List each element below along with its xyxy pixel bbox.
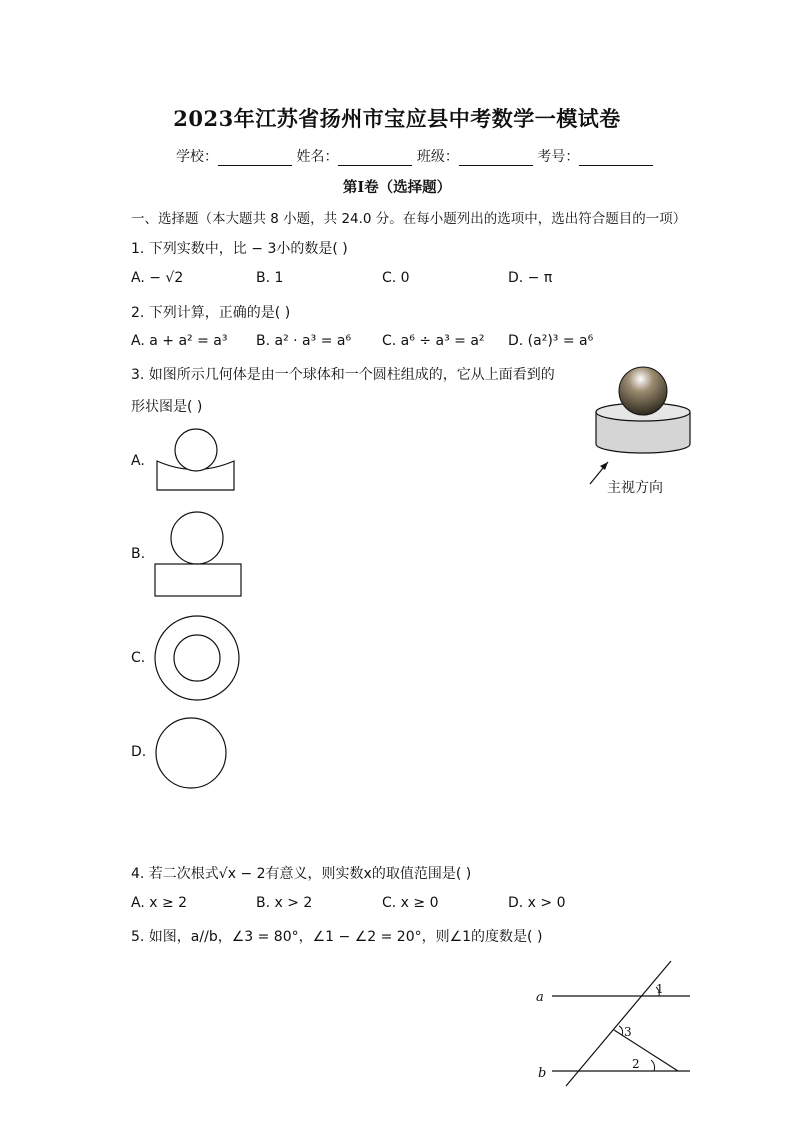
figure-caption: 主视方向: [607, 480, 663, 496]
page-title: 2023年江苏省扬州市宝应县中考数学一模试卷: [173, 106, 621, 131]
label-a: a: [536, 990, 544, 1005]
question-1-option-a[interactable]: A. − √2: [131, 270, 184, 286]
option-b-circle: [171, 512, 223, 564]
question-2-stem: 2. 下列计算，正确的是( ): [131, 305, 291, 321]
question-4-option-d[interactable]: D. x > 0: [508, 895, 566, 911]
school-blank[interactable]: [218, 151, 292, 166]
option-a-figure: [150, 426, 242, 496]
option-c-figure: [150, 612, 246, 704]
question-1-option-b[interactable]: B. 1: [256, 270, 284, 286]
question-5-parallel-lines-figure: [528, 955, 698, 1095]
question-4-option-b[interactable]: B. x > 2: [256, 895, 313, 911]
question-1-stem: 1. 下列实数中，比 − 3小的数是( ): [131, 241, 348, 257]
part-title: 第Ⅰ卷（选择题）: [342, 179, 452, 196]
question-2-option-d[interactable]: D. (a²)³ = a⁶: [508, 333, 594, 349]
question-5-stem: 5. 如图，a//b，∠3 = 80°，∠1 − ∠2 = 20°，则∠1的度数是( ): [131, 929, 543, 945]
sphere: [619, 367, 667, 415]
option-b-figure: [150, 508, 246, 600]
question-3-option-c[interactable]: C.: [131, 650, 146, 666]
option-d-figure: [150, 712, 236, 794]
angle-2-arc: [651, 1060, 655, 1071]
option-b-rect: [155, 564, 241, 596]
student-info-line: [176, 146, 653, 166]
name-blank[interactable]: [338, 151, 412, 166]
question-4-option-c[interactable]: C. x ≥ 0: [382, 895, 439, 911]
question-3-stem-line1: 3. 如图所示几何体是由一个球体和一个圆柱组成的，它从上面看到的: [131, 367, 555, 383]
option-d-circle: [156, 718, 226, 788]
question-2-option-a[interactable]: A. a + a² = a³: [131, 333, 228, 349]
option-a-circle: [175, 429, 217, 471]
view-direction-arrowhead: [600, 462, 608, 470]
name-label: 姓名：: [296, 149, 339, 165]
exam-no-blank[interactable]: [579, 151, 653, 166]
exam-no-label: 考号：: [537, 149, 580, 165]
label-2: 2: [632, 1057, 640, 1071]
question-4-option-a[interactable]: A. x ≥ 2: [131, 895, 188, 911]
question-1-option-c[interactable]: C. 0: [382, 270, 410, 286]
question-3-stem-line2: 形状图是( ): [131, 399, 203, 415]
school-label: 学校：: [176, 149, 218, 165]
question-3-option-a[interactable]: A.: [131, 453, 145, 469]
question-3-option-b[interactable]: B.: [131, 546, 146, 562]
question-2-option-b[interactable]: B. a² · a³ = a⁶: [256, 333, 352, 349]
class-blank[interactable]: [459, 151, 533, 166]
section-header: 一、选择题（本大题共 8 小题，共 24.0 分。在每小题列出的选项中，选出符合题目的一项）: [131, 211, 687, 227]
question-4-stem: 4. 若二次根式√x − 2有意义，则实数x的取值范围是( ): [131, 866, 472, 882]
label-1: 1: [656, 982, 664, 996]
option-c-outer-circle: [155, 616, 239, 700]
transversal: [566, 961, 671, 1086]
question-2-option-c[interactable]: C. a⁶ ÷ a³ = a²: [382, 333, 485, 349]
question-1-option-d[interactable]: D. − π: [508, 270, 553, 286]
option-c-inner-circle: [174, 635, 220, 681]
question-3-option-d[interactable]: D.: [131, 744, 147, 760]
label-b: b: [538, 1066, 547, 1081]
label-3: 3: [624, 1025, 632, 1039]
class-label: 班级：: [416, 149, 459, 165]
